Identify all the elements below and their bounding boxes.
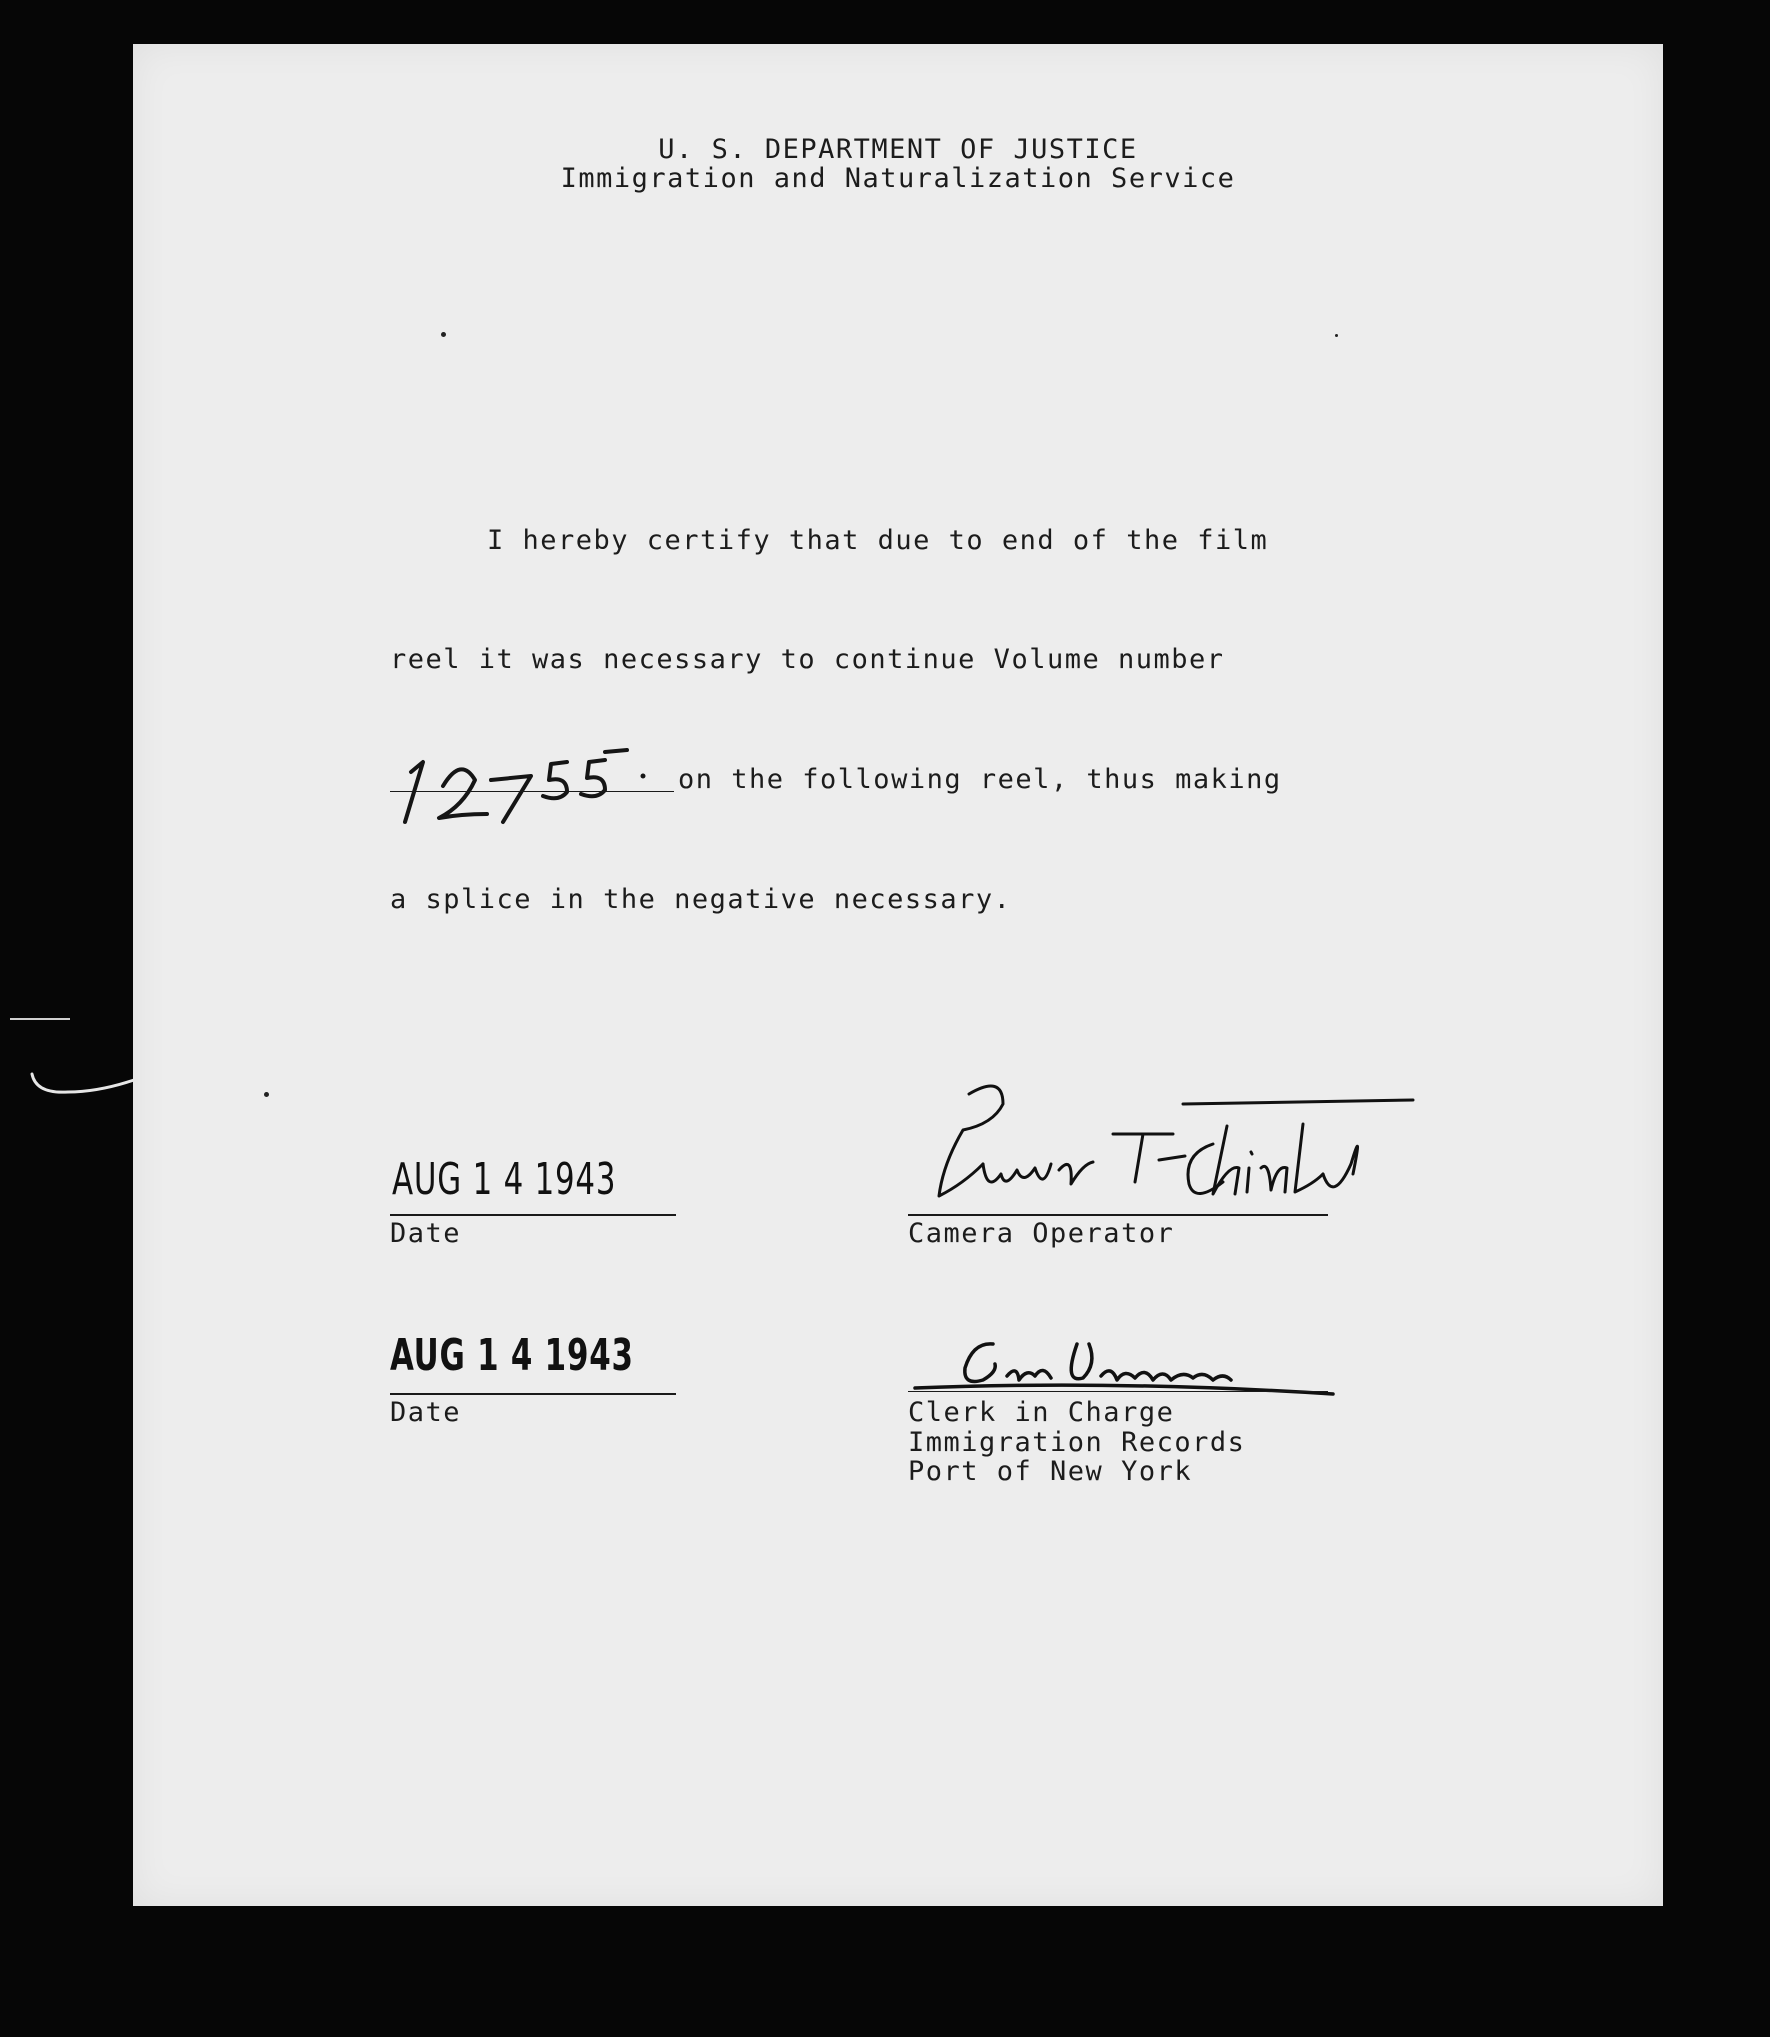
camera-operator-label: Camera Operator [908,1218,1175,1249]
certification-line-2: reel it was necessary to continue Volume number [390,644,1225,675]
scan-speck [1335,334,1338,337]
document-page [133,44,1663,1906]
clerk-role-line-1: Clerk in Charge [908,1397,1175,1428]
scan-speck [264,1092,269,1097]
date-rule-2 [390,1393,676,1395]
scan-speck [441,332,446,337]
signature-rule-1 [908,1214,1328,1216]
signature-rule-2 [908,1391,1328,1392]
date-stamp-2: AUG 1 4 1943 [390,1330,634,1381]
department-heading: U. S. DEPARTMENT OF JUSTICE [658,134,1138,165]
clerk-role-line-2: Immigration Records [908,1427,1246,1458]
certification-line-3: on the following reel, thus making [678,764,1282,795]
certification-line-4: a splice in the negative necessary. [390,884,1012,915]
date-label-2: Date [390,1397,462,1428]
date-label-1: Date [390,1218,462,1249]
film-edge-mark [28,1070,138,1110]
volume-number-handwriting [391,710,691,830]
volume-number-rule [390,791,674,792]
film-edge-dash [10,1018,70,1020]
clerk-role-line-3: Port of New York [908,1456,1193,1487]
date-stamp-1: AUG 1 4 1943 [392,1154,617,1205]
service-heading: Immigration and Naturalization Service [560,163,1236,194]
certification-line-1: I hereby certify that due to end of the film [487,525,1269,556]
date-rule-1 [390,1214,676,1216]
